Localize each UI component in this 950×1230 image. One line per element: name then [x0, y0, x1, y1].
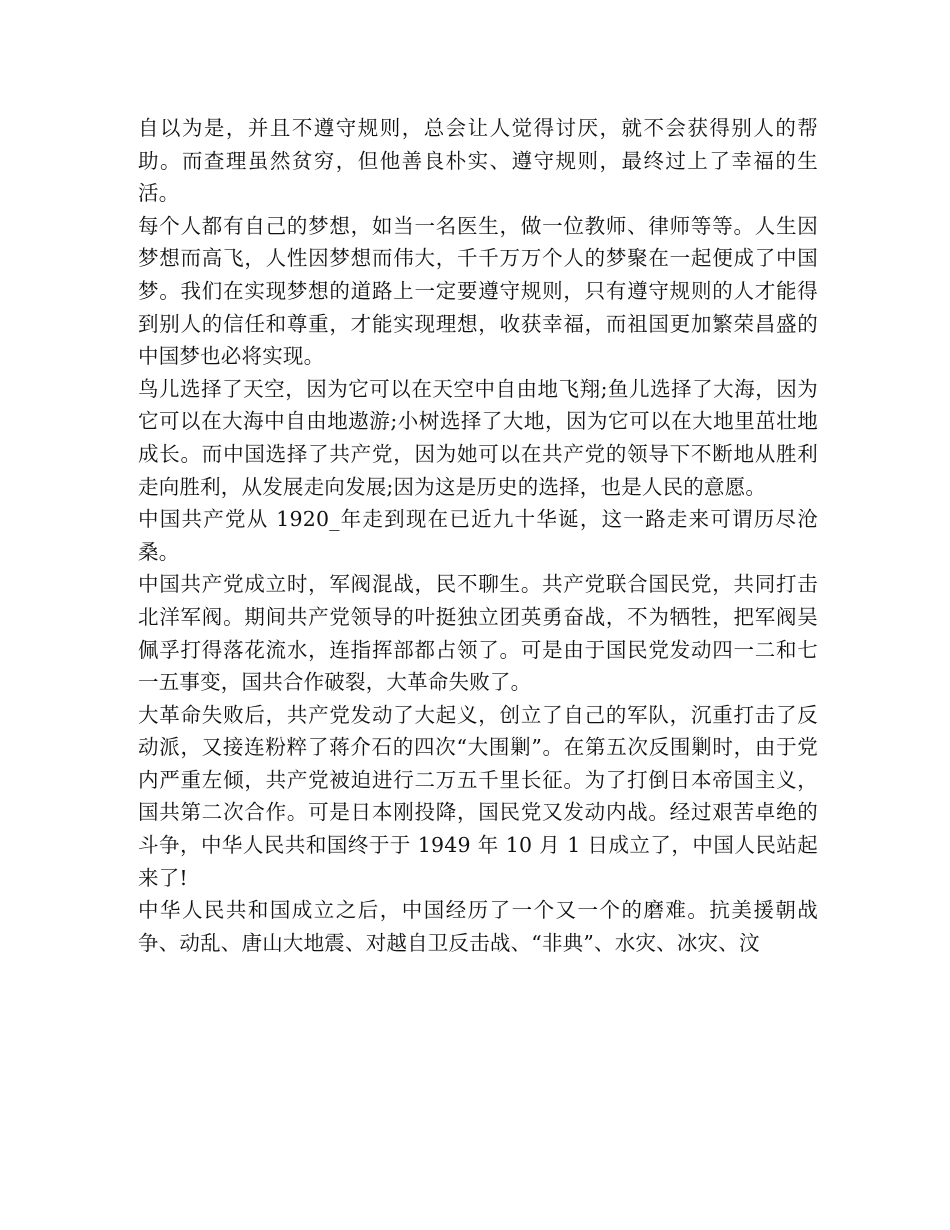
paragraph: 自以为是，并且不遵守规则，总会让人觉得讨厌，就不会获得别人的帮助。而查理虽然贫穷，但他善良朴实、遵守规则，最终过上了幸福的生活。 — [138, 116, 818, 206]
paragraph: 鸟儿选择了天空，因为它可以在天空中自由地飞翔;鱼儿选择了大海，因为它可以在大海中自由地遨游;小树选择了大地，因为它可以在大地里茁壮地成长。而中国选择了共产党，因为她可以在共产党的领导下不断地从胜利走向胜利，从发展走向发展;因为这是历史的选择，也是人民的意愿。 — [138, 376, 818, 499]
paragraph: 大革命失败后，共产党发动了大起义，创立了自己的军队，沉重打击了反动派，又接连粉粹了蒋介石的四次“大围剿”。在第五次反围剿时，由于党内严重左倾，共产党被迫进行二万五千里长征。为了打倒日本帝国主义，国共第二次合作。可是日本刚投降，国民党又发动内战。经过艰苦卓绝的斗争，中华人民共和国终于于 1949 年 10 月 1 日成立了，中国人民站起来了! — [138, 702, 818, 890]
paragraph: 中华人民共和国成立之后，中国经历了一个又一个的磨难。抗美援朝战争、动乱、唐山大地震、对越自卫反击战、“非典”、水灾、冰灾、汶 — [138, 898, 818, 955]
paragraph: 每个人都有自己的梦想，如当一名医生，做一位教师、律师等等。人生因梦想而高飞，人性因梦想而伟大，千千万万个人的梦聚在一起便成了中国梦。我们在实现梦想的道路上一定要遵守规则，只有遵守规则的人才能得到别人的信任和尊重，才能实现理想，收获幸福，而祖国更加繁荣昌盛的中国梦也必将实现。 — [138, 213, 818, 369]
paragraph: 中国共产党从 1920_年走到现在已近九十华诞，这一路走来可谓历尽沧桑。 — [138, 507, 818, 564]
document-body — [138, 112, 818, 959]
paragraph: 中国共产党成立时，军阀混战，民不聊生。共产党联合国民党，共同打击北洋军阀。期间共产党领导的叶挺独立团英勇奋战，不为牺牲，把军阀吴佩孚打得落花流水，连指挥部都占领了。可是由于国民党发动四一二和七一五事变，国共合作破裂，大革命失败了。 — [138, 572, 818, 695]
